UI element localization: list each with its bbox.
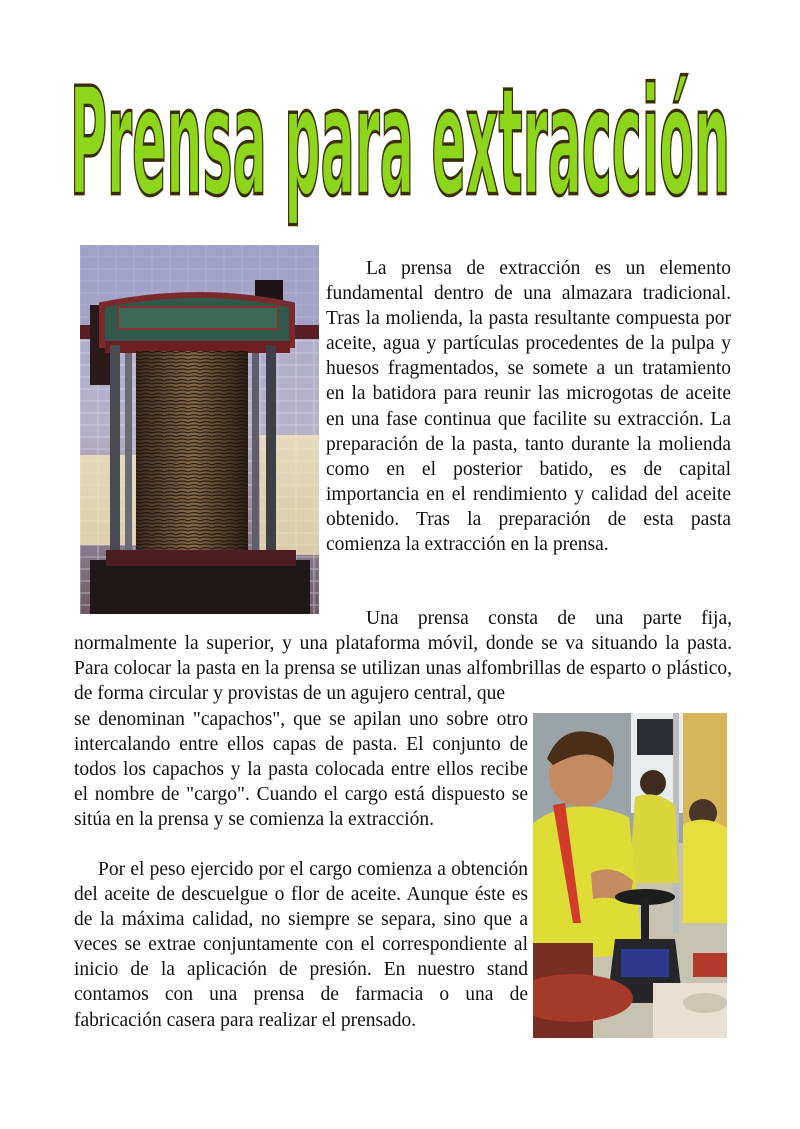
page-title (40, 60, 760, 230)
paragraph-press-description-bottom: se denominan "capachos", que se apilan uno sobre otro intercalando entre ellos capas de pasta. El conjunto de todos los capachos y la pasta colocada entre ellos recibe el nombre de "cargo". Cuando el cargo está dispuesto se sitúa en la prensa y se comienza la extracción. (74, 709, 528, 831)
paragraph-press-description-top-text: Una prensa consta de una parte fija, normalmente la superior, y una plataforma móvil, donde se va situando la pasta. Para colocar la pasta en la prensa se utilizan unas alfombrillas de esparto o plástico, de forma circular y provistas de un agujero central, que (74, 608, 732, 705)
paragraph-extraction: Por el peso ejercido por el cargo comienza a obtención del aceite de descuelgue o flor de aceite. Aunque éste es de la máxima calidad, no siempre se separa, sino que a veces se extrae conjuntamente con el correspondiente al inicio de la aplicación de presión. En nuestro stand contamos con una prensa de farmacia o una de fabricación casera para realizar el prensado. (74, 859, 528, 1031)
paragraph-press-description-top (74, 606, 732, 706)
paragraph-intro: La prensa de extracción es un elemento fundamental dentro de una almazara tradicional. Tras la molienda, la pasta resultante compuesta por aceite, agua y partículas procedentes de la pulpa y huesos fragmentados, se somete a un tratamiento en la batidora para reunir las microgotas de aceite en una fase continua que facilite su extracción. La preparación de la pasta, tanto durante la molienda como en el posterior batido, es de capital importancia en el rendimiento y calidad del aceite obtenido. Tras la preparación de esta pasta comienza la extracción en la prensa. (326, 258, 731, 556)
press-photo (80, 245, 319, 614)
title-text: Prensa para extracción (70, 60, 731, 230)
student-photo (533, 713, 727, 1038)
